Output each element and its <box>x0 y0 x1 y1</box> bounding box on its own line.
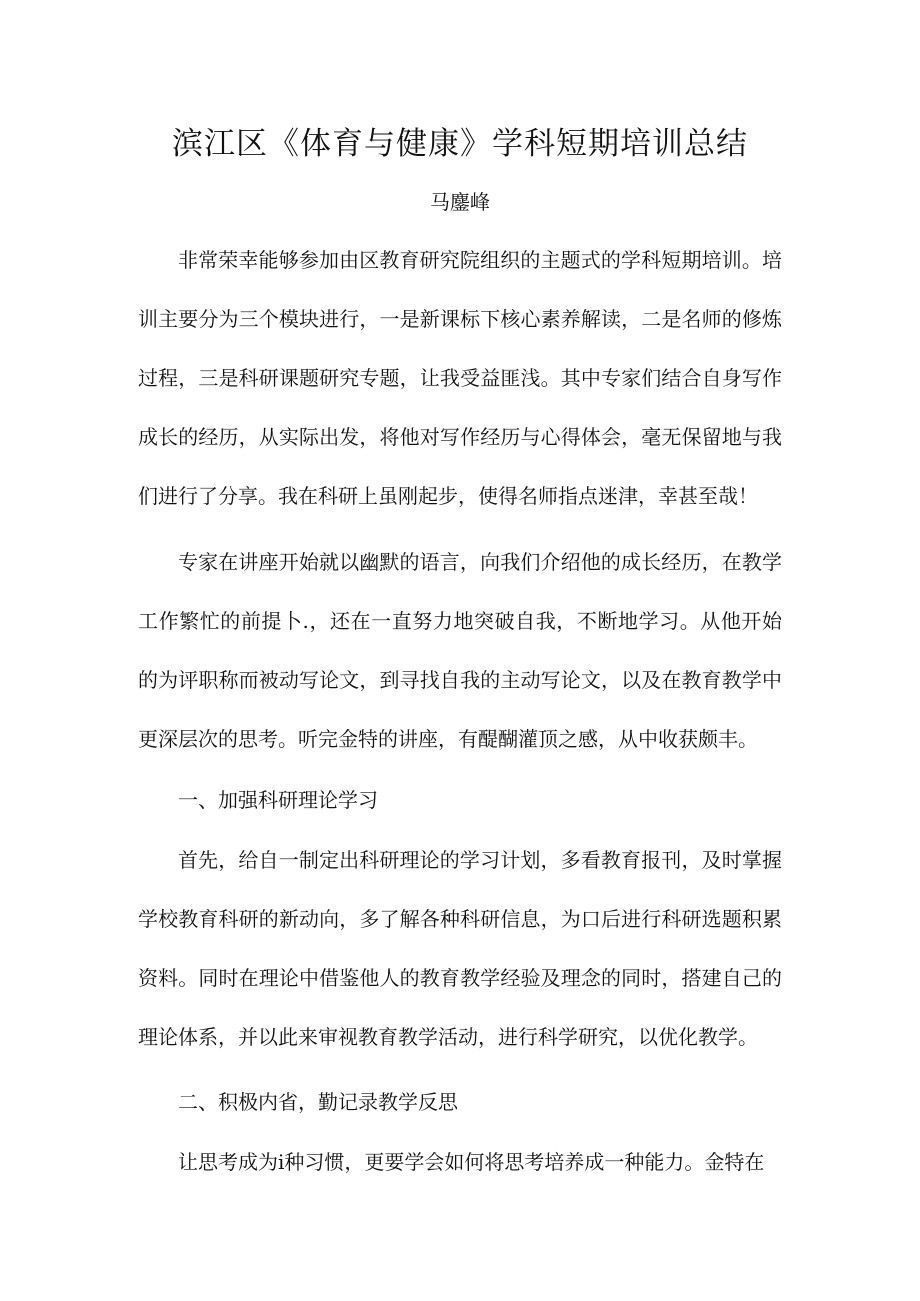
paragraph-expert-lecture: 专家在讲座开始就以幽默的语言，向我们介绍他的成长经历，在教学工作繁忙的前提卜.，还在一直努力地突破自我，不断地学习。从他开始的为评职称而被动写论文，到寻找自我的主动写论文，以及在教育教学中更深层次的思考。听完金特的讲座，有醍醐灌顶之感，从中收获颇丰。 <box>138 550 782 751</box>
document-title: 滨江区《体育与健康》学科短期培训总结 <box>172 126 748 162</box>
section-heading-1: 一、加强科研理论学习 <box>178 788 378 812</box>
paragraph-section-2: 让思考成为i种习惯，更要学会如何将思考培养成一种能力。金特在 <box>178 1150 765 1174</box>
section-heading-2: 二、积极内省，勤记录教学反思 <box>178 1090 458 1114</box>
paragraph-intro: 非常荣幸能够参加由区教育研究院组织的主题式的学科短期培训。培训主要分为三个模块进行，一是新课标下核心素养解读，二是名师的修炼过程，三是科研课题研究专题，让我受益匪浅。其中专家们结合自身写作成长的经历，从实际出发，将他对写作经历与心得体会，毫无保留地与我们进行了分享。我在科研上虽刚起步，使得名师指点迷津，幸甚至哉！ <box>138 248 782 508</box>
paragraph-section-1: 首先，给自一制定出科研理论的学习计划，多看教育报刊，及时掌握学校教育科研的新动向，多了解各种科研信息，为口后进行科研选题积累资料。同时在理论中借鉴他人的教育教学经验及理念的同时，搭建自己的理论体系，并以此来审视教育教学活动，进行科学研究，以优化教学。 <box>138 848 782 1049</box>
document-author: 马鏖峰 <box>430 190 490 214</box>
